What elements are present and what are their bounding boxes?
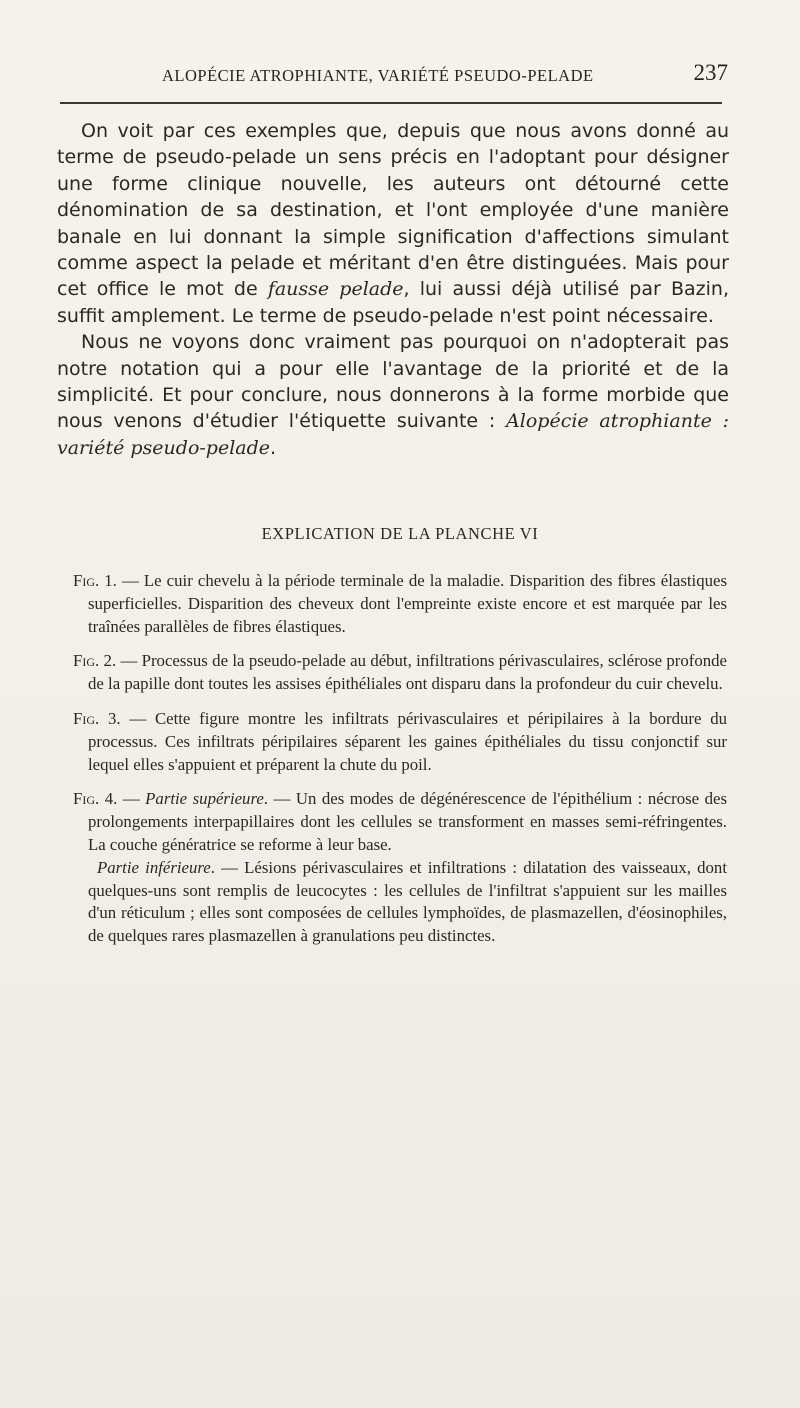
figure-captions [73, 570, 727, 960]
figure-text: — Cette figure montre les infiltrats périvasculaires et péripilaires à la bordure du processus. Ces infiltrats péripilaires séparent les gaines épithéliales du tissu conjonctif sur lequel elles s'appuient et préparent la chute du poil. [88, 708, 727, 774]
figure-label: Fig. 3. [73, 708, 121, 728]
page-header [60, 60, 728, 90]
figure-caption-1 [73, 570, 727, 638]
figure-text: — Le cuir chevelu à la période terminale de la maladie. Disparition des fibres élastiques superficielles. Disparition des cheveux dont l'empreinte existe encore et est marquée par les traînées parallèles de fibres élastiques. [88, 571, 727, 636]
figure-text: . — Lésions périvasculaires et infiltrations : dilatation des vaisseaux, dont quelques-uns sont remplis de leucocytes : les cellules de l'infiltrat s'appuient sur les mailles d'un réticulum ; elles sont composées de cellules lymphoïdes, de plasmazellen, d'éosinophiles, de quelques rares plasmazellen à granulations peu distinctes. [88, 857, 727, 946]
figure-label: Fig. 1. [73, 571, 117, 590]
figure-caption-2 [73, 650, 727, 696]
figure-caption-3 [73, 708, 727, 776]
figure-text: . — Un des modes de dégénérescence de l'épithélium : nécrose des prolongements interpapillaires dont les cellules se transforment en masses semi-réfringentes. La couche génératrice se reforme à leur base. [88, 789, 727, 854]
running-head: ALOPÉCIE ATROPHIANTE, VARIÉTÉ PSEUDO-PELADE [162, 66, 594, 85]
figure-sublabel-inferieure: Partie inférieure [97, 857, 211, 877]
paragraph-1: On voit par ces exemples que, depuis que nous avons donné au terme de pseudo-pelade un sens précis en l'adoptant pour désigner une forme clinique nouvelle, les auteurs ont détourné cette dénomination de sa destination, et l'ont employée d'une manière banale en lui donnant la simple signification d'affections simulant comme aspect la pelade et méritant d'en être distinguées. Mais pour cet office le mot de fausse pelade, lui aussi déjà utilisé par Bazin, suffit amplement. Le terme de pseudo-pelade n'est point nécessaire. [57, 120, 729, 327]
italic-diagnosis-label: Alopécie atrophiante : variété pseudo-pelade [57, 410, 729, 459]
body-text [57, 118, 729, 461]
italic-fausse-pelade: fausse pelade [267, 278, 404, 301]
page-number: 237 [693, 60, 728, 85]
figure-sublabel-superieure: Partie supérieure [145, 789, 264, 809]
figure-caption-4: Fig. 4. — Partie supérieure. — Un des modes de dégénérescence de l'épithélium : nécrose des prolongements interpapillaires dont les cellules se transforment en masses semi-réfringentes. La couche génératrice se reforme à leur base. Partie inférieure. — Lésions périvasculaires et infiltrations : dilatation des vaisseaux, dont quelques-uns sont remplis de leucocytes : les cellules de l'infiltrat s'appuient sur les mailles d'un réticulum ; elles sont composées de cellules lymphoïdes, de plasmazellen, d'éosinophiles, de quelques rares plasmazellen à granulations peu distinctes. [73, 789, 727, 946]
figure-label: Fig. 4. [73, 789, 118, 809]
paragraph-2: Nous ne voyons donc vraiment pas pourquoi on n'adopterait pas notre notation qui a pour elle l'avantage de la priorité et de la simplicité. Et pour conclure, nous donnerons à la forme morbide que nous venons d'étudier l'étiquette suivante : Alopécie atrophiante : variété pseudo-pelade. [57, 331, 729, 459]
figure-label: Fig. 2. [73, 651, 117, 671]
header-rule [60, 102, 722, 104]
plate-title: EXPLICATION DE LA PLANCHE VI [261, 524, 539, 543]
figure-text: — Processus de la pseudo-pelade au début, infiltrations périvasculaires, sclérose profonde de la papille dont toutes les assises épithéliales ont disparu dans la profondeur du cuir chevelu. [88, 651, 727, 694]
